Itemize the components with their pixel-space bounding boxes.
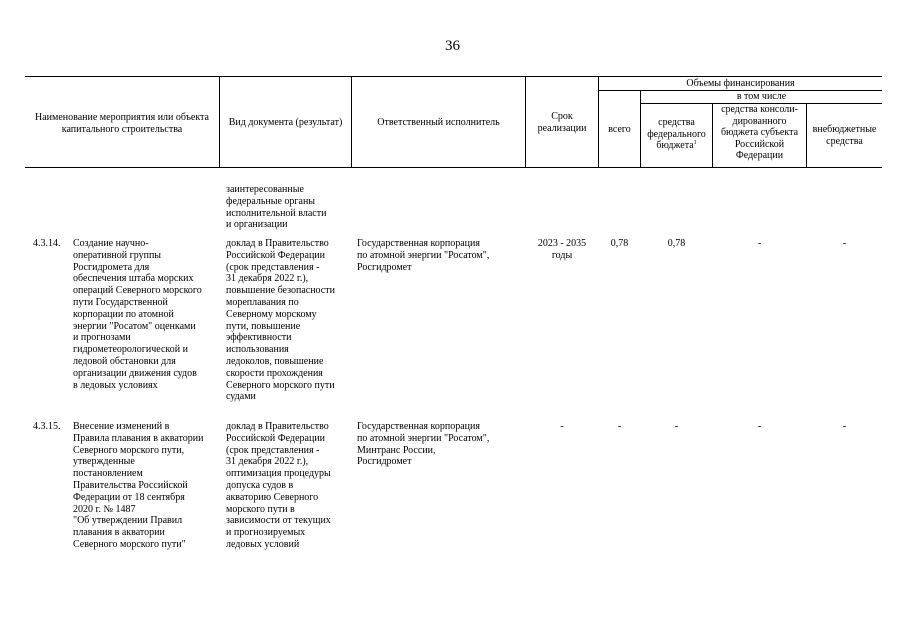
text-line: Создание научно-: [73, 238, 149, 249]
text-line: скорости прохождения: [226, 367, 323, 379]
row-consolidated: -: [757, 238, 762, 249]
text-line: -: [560, 421, 564, 432]
row-federal: 0,78: [667, 238, 686, 249]
text-line: Правительства Российской: [73, 479, 188, 491]
text-line: корпорации по атомной: [73, 308, 174, 320]
text-line: в ледовых условиях: [73, 379, 158, 391]
header-volume: Объемы финансирования: [686, 78, 795, 89]
text-line: доклад в Правительство: [226, 421, 329, 432]
text-line: оперативной группы: [73, 249, 162, 261]
text-line: и прогнозируемых: [226, 527, 306, 539]
text-line: Внесение изменений в: [73, 421, 170, 432]
header-bottom-border: [25, 167, 882, 168]
row-extra: -: [842, 421, 847, 432]
text-line: гидрометеорологической и: [73, 344, 188, 356]
text-line: ледоколов, повышение: [226, 355, 324, 367]
text-line: утвержденные: [73, 456, 135, 468]
text-line: повышение безопасности: [226, 285, 335, 297]
header-term: Срок реализации: [537, 111, 587, 134]
header-consolidated: средства консоли-дированного бюджета субъекта Российской Федерации: [720, 104, 799, 161]
text-line: обеспечения штаба морских: [73, 273, 194, 285]
text-line: мореплавания по: [226, 296, 299, 308]
text-line: Российской Федерации: [226, 249, 326, 261]
row-resp: [357, 238, 489, 273]
text-line: Северного морского пути,: [73, 444, 185, 456]
header-extra: внебюджетные средства: [812, 124, 877, 147]
row-term: [526, 421, 598, 433]
header-total: всего: [608, 124, 631, 135]
text-line: Российской Федерации: [226, 432, 326, 444]
text-line: доклад в Правительство: [226, 238, 329, 249]
text-line: по атомной энергии "Росатом",: [357, 432, 490, 444]
text-line: энергии "Росатом" оценками: [73, 320, 196, 332]
text-line: оптимизация процедуры: [226, 468, 331, 480]
text-line: Федерации от 18 сентября: [73, 491, 185, 503]
text-line: морского пути в: [226, 503, 295, 515]
text-line: Росгидромет: [357, 261, 412, 273]
col-divider: [598, 76, 599, 168]
text-line: пути Государственной: [73, 296, 168, 308]
row-number: 4.3.15.: [33, 421, 61, 432]
text-line: Минтранс России,: [357, 444, 436, 456]
row-total: 0,78: [610, 238, 629, 249]
col-divider: [525, 76, 526, 168]
text-line: плавания в акватории: [73, 527, 165, 539]
text-line: организации движения судов: [73, 367, 197, 379]
text-line: постановлением: [73, 468, 143, 480]
row-federal: -: [674, 421, 679, 432]
text-line: ледовых условий: [226, 538, 300, 550]
row-number: 4.3.14.: [33, 238, 61, 249]
text-line: допуска судов в: [226, 479, 294, 491]
text-line: Правила плавания в акватории: [73, 432, 204, 444]
text-line: заинтересованные: [226, 184, 304, 195]
header-top-border: [25, 76, 882, 77]
row-total: -: [617, 421, 622, 432]
header-federal-footnote: 1: [693, 140, 697, 146]
row-resp: [357, 421, 489, 468]
text-line: Северного морского пути: [226, 379, 335, 391]
text-line: зависимости от текущих: [226, 515, 331, 527]
text-line: по атомной энергии "Росатом",: [357, 249, 490, 261]
text-line: Северному морскому: [226, 308, 317, 320]
page-number: 36: [445, 38, 460, 54]
text-line: (срок представления -: [226, 261, 320, 273]
text-line: операций Северного морского: [73, 285, 202, 297]
header-doc: Вид документа (результат): [228, 117, 343, 128]
text-line: 2023 - 2035: [537, 238, 587, 249]
text-line: годы: [551, 249, 573, 261]
text-line: ледовой обстановки для: [73, 355, 176, 367]
text-line: 2020 г. № 1487: [73, 503, 136, 515]
text-line: судами: [226, 391, 256, 403]
text-line: (срок представления -: [226, 444, 320, 456]
row-extra: -: [842, 238, 847, 249]
text-line: федеральные органы: [226, 195, 316, 207]
text-line: Росгидромета для: [73, 261, 150, 273]
text-line: пути, повышение: [226, 320, 301, 332]
text-line: Росгидромет: [357, 456, 412, 468]
row-name: [73, 421, 204, 551]
text-line: Государственная корпорация: [357, 421, 480, 432]
col-divider: [712, 103, 713, 168]
text-line: исполнительной власти: [226, 207, 327, 219]
text-line: и прогнозами: [73, 332, 131, 344]
text-line: "Об утверждении Правил: [73, 515, 183, 527]
text-line: Северного морского пути": [73, 538, 186, 550]
text-line: Государственная корпорация: [357, 238, 480, 249]
text-line: использования: [226, 344, 289, 356]
header-name: Наименование мероприятия или объекта капитального строительства: [35, 112, 209, 135]
row-name: [73, 238, 202, 391]
row-doc: [226, 421, 331, 551]
text-line: эффективности: [226, 332, 292, 344]
text-line: 31 декабря 2022 г.),: [226, 273, 309, 285]
text-line: и организации: [226, 219, 288, 231]
header-federal: средства федерального бюджета: [647, 117, 706, 151]
text-line: акваторию Северного: [226, 491, 319, 503]
row-consolidated: -: [757, 421, 762, 432]
header-federal-cell: [643, 117, 710, 152]
col-divider: [806, 103, 807, 168]
header-resp: Ответственный исполнитель: [377, 117, 500, 128]
row-doc: [226, 238, 335, 403]
header-incl: в том числе: [736, 91, 787, 102]
row-term: [526, 238, 598, 262]
continuation-doc: [226, 184, 326, 231]
text-line: 31 декабря 2022 г.),: [226, 456, 309, 468]
